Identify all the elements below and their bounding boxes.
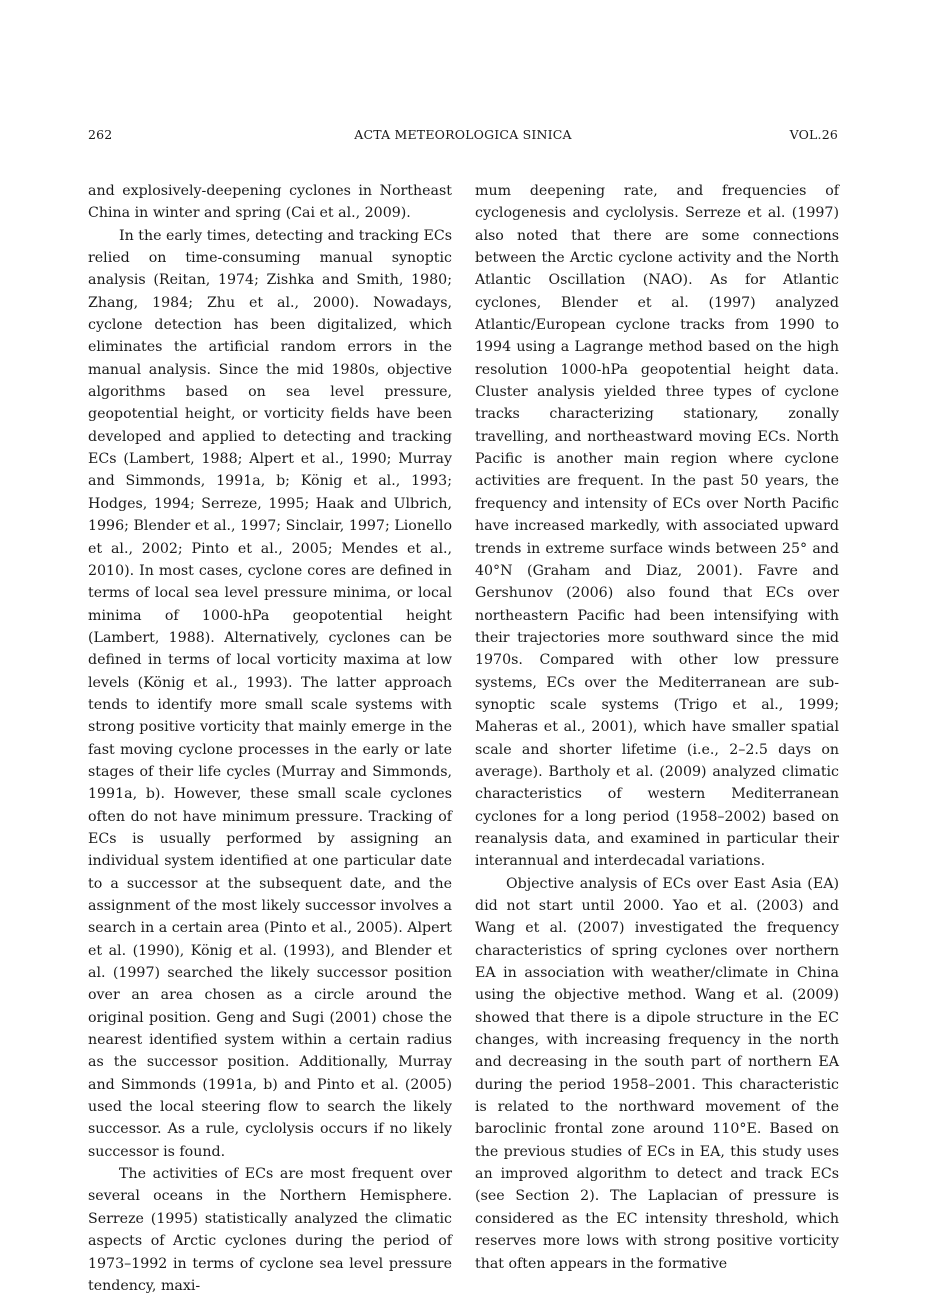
volume-label: VOL.26 xyxy=(789,127,838,142)
right-paragraph-continued: mum deepening rate, and frequencies of cyclogenesis and cyclolysis. Serreze et al. (1997) also noted that there are some connections between the Arctic cyclone activity and the North Atlantic Oscillation (NAO). As for Atlantic cyclones, Blender et al. (1997) analyzed Atlantic/European cyclone tracks from 1990 to 1994 using a Lagrange method based on the high resolution 1000-hPa geopotential height data. Cluster analysis yielded three types of cyclone tracks characterizing stationary, zonally travelling, and northeastward moving ECs. North Pacific is another main region where cyclone activities are frequent. In the past 50 years, the frequency and intensity of ECs over North Pacific have increased markedly, with associated upward trends in extreme surface winds between 25° and 40°N (Graham and Diaz, 2001). Favre and Gershunov (2006) also found that ECs over northeastern Pacific had been intensifying with their trajectories more southward since the mid 1970s. Compared with other low pressure systems, ECs over the Mediterranean are sub-synoptic scale systems (Trigo et al., 1999; Maheras et al., 2001), which have smaller spatial scale and shorter lifetime (i.e., 2–2.5 days on average). Bartholy et al. (2009) analyzed climatic characteristics of western Mediterranean cyclones for a long period (1958–2002) based on reanalysis data, and examined in particular their interannual and interdecadal variations. xyxy=(475,183,839,870)
left-paragraph-continued: and explosively-deepening cyclones in Northeast China in winter and spring (Cai et al., 2009). xyxy=(88,183,452,222)
left-column xyxy=(88,180,452,1297)
left-paragraph-detection-history: In the early times, detecting and tracking ECs relied on time-consuming manual synoptic analysis (Reitan, 1974; Zishka and Smith, 1980; Zhang, 1984; Zhu et al., 2000). Nowadays, cyclone detection has been digitalized, which eliminates the artificial random errors in the manual analysis. Since the mid 1980s, objective algorithms based on sea level pressure, geopotential height, or vorticity fields have been developed and applied to detecting and tracking ECs (Lambert, 1988; Alpert et al., 1990; Murray and Simmonds, 1991a, b; König et al., 1993; Hodges, 1994; Serreze, 1995; Haak and Ulbrich, 1996; Blender et al., 1997; Sinclair, 1997; Lionello et al., 2002; Pinto et al., 2005; Mendes et al., 2010). In most cases, cyclone cores are defined in terms of local sea level pressure minima, or local minima of 1000-hPa geopotential height (Lambert, 1988). Alternatively, cyclones can be defined in terms of local vorticity maxima at low levels (König et al., 1993). The latter approach tends to identify more small scale systems with strong positive vorticity that mainly emerge in the fast moving cyclone processes in the early or late stages of their life cycles (Murray and Simmonds, 1991a, b). However, these small scale cyclones often do not have minimum pressure. Tracking of ECs is usually performed by assigning an individual system identified at one particular date to a successor at the subsequent date, and the assignment of the most likely successor involves a search in a certain area (Pinto et al., 2005). Alpert et al. (1990), König et al. (1993), and Blender et al. (1997) searched the likely successor position over an area chosen as a circle around the original position. Geng and Sugi (2001) chose the nearest identified system within a certain radius as the successor position. Additionally, Murray and Simmonds (1991a, b) and Pinto et al. (2005) used the local steering flow to search the likely successor. As a rule, cyclolysis occurs if no likely successor is found. xyxy=(88,227,453,1160)
page-number: 262 xyxy=(88,127,113,142)
running-header xyxy=(88,127,838,147)
right-column xyxy=(475,180,839,1275)
journal-title: ACTA METEOROLOGICA SINICA xyxy=(354,127,572,142)
right-paragraph-east-asia: Objective analysis of ECs over East Asia (EA) did not start until 2000. Yao et al. (2003) and Wang et al. (2007) investigated the frequency characteristics of spring cyclones over northern EA in association with weather/climate in China using the objective method. Wang et al. (2009) showed that there is a dipole structure in the EC changes, with increasing frequency in the north and decreasing in the south part of northern EA during the period 1958–2001. This characteristic is related to the northward movement of the baroclinic frontal zone around 110°E. Based on the previous studies of ECs in EA, this study uses an improved algorithm to detect and track ECs (see Section 2). The Laplacian of pressure is considered as the EC intensity threshold, which reserves more lows with strong positive vorticity that often appears in the formative xyxy=(475,875,839,1272)
left-paragraph-ocean-activity: The activities of ECs are most frequent over several oceans in the Northern Hemisphere. Serreze (1995) statistically analyzed the climatic aspects of Arctic cyclones during the period of 1973–1992 in terms of cyclone sea level pressure tendency, maxi- xyxy=(88,1166,452,1294)
